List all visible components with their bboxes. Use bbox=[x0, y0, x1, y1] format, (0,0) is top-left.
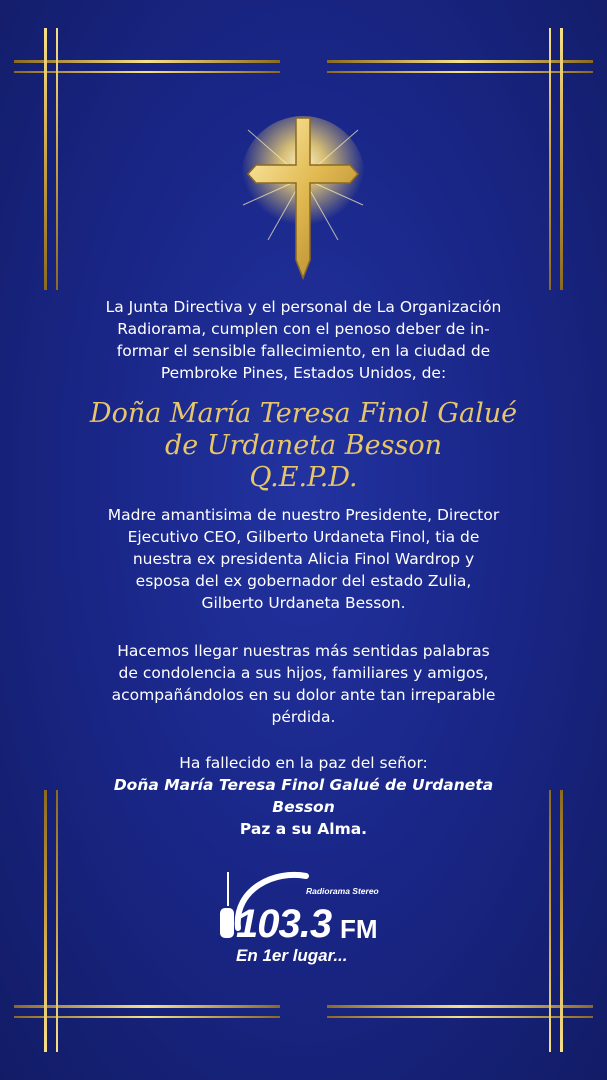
intro-line: La Junta Directiva y el personal de La Organización bbox=[105, 298, 502, 316]
golden-cross-icon bbox=[228, 110, 378, 285]
body-line: Ejecutivo CEO, Gilberto Urdaneta Finol, tia de bbox=[127, 528, 480, 546]
body-line: nuestra ex presidenta Alicia Finol Wardrop y bbox=[132, 550, 475, 568]
body-line: esposa del ex gobernador del estado Zulia, bbox=[135, 572, 472, 590]
intro-line: formar el sensible fallecimiento, en la ciudad de bbox=[116, 342, 491, 360]
intro-line: Pembroke Pines, Estados Unidos, de: bbox=[160, 364, 447, 382]
logo-brand: Radiorama Stereo bbox=[306, 886, 379, 896]
family-relation-text bbox=[40, 504, 567, 614]
body-line: acompañándolos en su dolor ante tan irreparable bbox=[111, 686, 496, 704]
radiorama-logo bbox=[216, 868, 396, 968]
blessing-text: Paz a su Alma. bbox=[239, 820, 368, 838]
qepd-label: Q.E.P.D. bbox=[249, 462, 358, 493]
body-line: pérdida. bbox=[271, 708, 336, 726]
logo-frequency: 103.3 bbox=[236, 902, 332, 946]
body-line: Hacemos llegar nuestras más sentidas palabras bbox=[117, 642, 490, 660]
body-line: de condolencia a sus hijos, familiares y amigos, bbox=[118, 664, 489, 682]
deceased-name-line2: de Urdaneta Besson bbox=[165, 430, 442, 461]
intro-line: Radiorama, cumplen con el penoso deber de in- bbox=[117, 320, 490, 338]
logo-slogan: En 1er lugar... bbox=[236, 946, 348, 965]
deceased-name-heading bbox=[40, 398, 567, 494]
closing-line: Ha fallecido en la paz del señor: bbox=[179, 754, 428, 772]
logo-band: FM bbox=[340, 914, 378, 944]
body-line: Gilberto Urdaneta Besson. bbox=[201, 594, 406, 612]
closing-block bbox=[40, 752, 567, 840]
intro-text bbox=[40, 296, 567, 384]
condolence-text bbox=[40, 640, 567, 728]
body-line: Madre amantisima de nuestro Presidente, Director bbox=[107, 506, 500, 524]
closing-name-line1: Doña María Teresa Finol Galué de Urdaneta bbox=[113, 776, 494, 794]
closing-name-line2: Besson bbox=[272, 798, 335, 816]
deceased-name-line1: Doña María Teresa Finol Galué bbox=[89, 398, 518, 429]
